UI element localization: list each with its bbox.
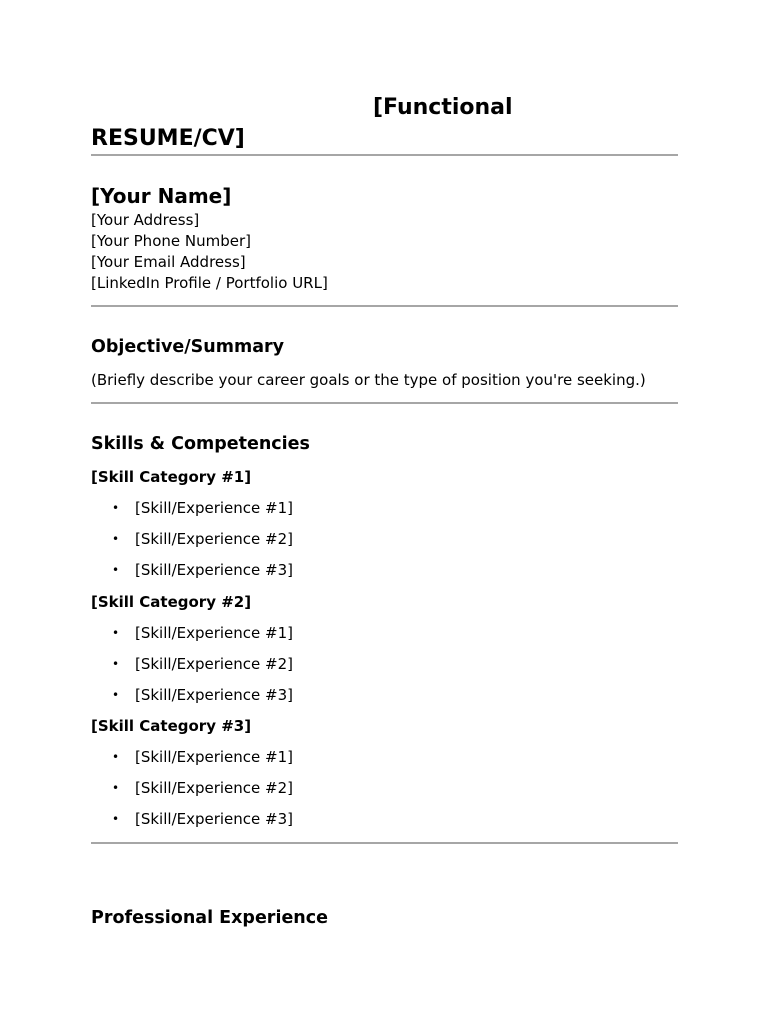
divider-skills: [91, 842, 678, 844]
contact-phone: [Your Phone Number]: [91, 232, 251, 250]
title-line-2: RESUME/CV]: [91, 126, 245, 151]
bullet-icon: •: [112, 812, 120, 826]
title-line-1: [Functional: [373, 95, 513, 120]
skill-category-1: [Skill Category #1]: [91, 468, 252, 486]
bullet-icon: •: [112, 501, 120, 515]
skill-item: [Skill/Experience #3]: [135, 686, 293, 704]
bullet-icon: •: [112, 563, 120, 577]
skill-item: [Skill/Experience #3]: [135, 810, 293, 828]
skill-item: [Skill/Experience #1]: [135, 748, 293, 766]
contact-email: [Your Email Address]: [91, 253, 246, 271]
divider-contact: [91, 305, 678, 307]
bullet-icon: •: [112, 532, 120, 546]
skill-category-3: [Skill Category #3]: [91, 717, 252, 735]
skill-item: [Skill/Experience #2]: [135, 655, 293, 673]
objective-text: (Briefly describe your career goals or the type of position you're seeking.): [91, 371, 646, 389]
skill-item: [Skill/Experience #1]: [135, 499, 293, 517]
experience-heading: Professional Experience: [91, 908, 329, 928]
bullet-icon: •: [112, 657, 120, 671]
divider-objective: [91, 402, 678, 404]
contact-address: [Your Address]: [91, 211, 200, 229]
contact-profile-url: [LinkedIn Profile / Portfolio URL]: [91, 274, 328, 292]
candidate-name: [Your Name]: [91, 184, 232, 208]
skill-item: [Skill/Experience #2]: [135, 530, 293, 548]
skill-item: [Skill/Experience #1]: [135, 624, 293, 642]
bullet-icon: •: [112, 688, 120, 702]
bullet-icon: •: [112, 781, 120, 795]
bullet-icon: •: [112, 750, 120, 764]
objective-heading: Objective/Summary: [91, 337, 285, 357]
document-title: [91, 92, 678, 154]
divider-title: [91, 154, 678, 156]
skills-heading: Skills & Competencies: [91, 434, 310, 454]
bullet-icon: •: [112, 626, 120, 640]
skill-item: [Skill/Experience #3]: [135, 561, 293, 579]
contact-block: [91, 210, 328, 294]
skill-category-2: [Skill Category #2]: [91, 593, 252, 611]
skill-item: [Skill/Experience #2]: [135, 779, 293, 797]
